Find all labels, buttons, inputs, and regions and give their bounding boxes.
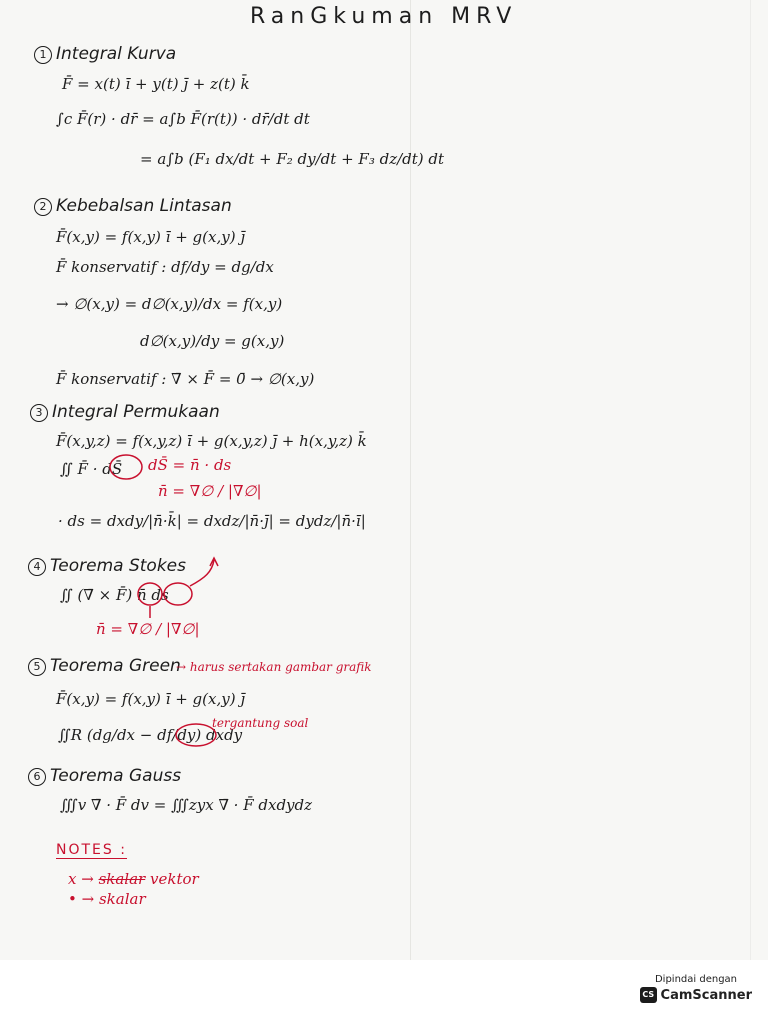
normal-vector-def: n̄ = ∇∅ / |∇∅|: [96, 620, 200, 638]
page-fold-line: [410, 0, 411, 960]
notes-item: • → skalar: [68, 890, 146, 908]
formula-line: ∬R (dg/dx − df/dy) dxdy: [58, 726, 243, 744]
notes-symbol: •: [68, 890, 77, 908]
formula-line: F̄(x,y) = f(x,y) ī + g(x,y) j̄: [56, 690, 245, 708]
cs-logo-icon: CS: [640, 987, 657, 1003]
scanner-watermark: [640, 974, 752, 1014]
ds-definition: dS̄ = n̄ · ds: [148, 456, 232, 474]
notes-text: skalar: [98, 890, 146, 908]
formula-line: = a∫b (F₁ dx/dt + F₂ dy/dt + F₃ dz/dt) dt: [140, 150, 445, 168]
formula-line: d∅(x,y)/dy = g(x,y): [140, 332, 285, 350]
formula-line: ∭v ∇̄ · F̄ dv = ∭zyx ∇̄ · F̄ dxdydz: [60, 796, 313, 814]
section-number: 1: [34, 46, 52, 64]
section-1-heading: [34, 44, 176, 64]
section-number: 4: [28, 558, 46, 576]
normal-vector-def: n̄ = ∇∅ / |∇∅|: [158, 482, 262, 500]
notes-heading: NOTES :: [56, 842, 127, 858]
page-title: RanGkuman MRV: [250, 4, 518, 29]
formula-line: F̄(x,y) = f(x,y) ī + g(x,y) j̄: [56, 228, 245, 246]
green-annotation: tergantung soal: [212, 716, 309, 730]
notes-text: vektor: [150, 870, 199, 888]
surface-integral: ∬ F̄ · dS̄: [60, 460, 123, 478]
green-note: → harus sertakan gambar grafik: [176, 660, 372, 674]
formula-line: ∫c F̄(r) · dr̄ = a∫b F̄(r(t)) · dr̄/dt dt: [56, 110, 310, 128]
section-4-heading: [28, 556, 186, 576]
scanner-brand-name: CamScanner: [660, 987, 752, 1003]
section-number: 5: [28, 658, 46, 676]
section-number: 2: [34, 198, 52, 216]
section-title: Integral Kurva: [56, 44, 177, 64]
formula-line: F̄ konservatif : ∇̄ × F̄ = 0̄ → ∅(x,y): [56, 370, 315, 388]
notes-item: x → skalar vektor: [68, 870, 199, 888]
section-6-heading: [28, 766, 181, 786]
page-edge-line: [750, 0, 751, 960]
section-title: Kebebalsan Lintasan: [56, 196, 232, 216]
section-title: Teorema Green: [50, 656, 181, 676]
section-3-heading: [30, 402, 220, 422]
formula-line: → ∅(x,y) = d∅(x,y)/dx = f(x,y): [56, 295, 283, 313]
section-title: Teorema Gauss: [50, 766, 182, 786]
section-title: Integral Permukaan: [52, 402, 220, 422]
formula-line: F̄ = x(t) ī + y(t) j̄ + z(t) k̄: [62, 75, 250, 93]
notes-symbol: x: [68, 870, 77, 888]
formula-line: F̄(x,y,z) = f(x,y,z) ī + g(x,y,z) j̄ + h(x,y,z) k̄: [56, 432, 367, 450]
scanner-caption: Dipindai dengan: [654, 974, 738, 985]
section-title: Teorema Stokes: [50, 556, 186, 576]
formula-line: · ds = dxdy/|n̄·k̄| = dxdz/|n̄·j̄| = dydz/|n̄·ī|: [58, 512, 366, 530]
scanner-brand: [640, 987, 752, 1003]
section-number: 6: [28, 768, 46, 786]
struck-word: skalar: [98, 870, 146, 888]
section-2-heading: [34, 196, 232, 216]
formula-line: F̄ konservatif : df/dy = dg/dx: [56, 258, 274, 276]
section-5-heading: [28, 656, 181, 676]
formula-line: [60, 460, 122, 478]
section-number: 3: [30, 404, 48, 422]
formula-line: ∬ (∇̄ × F̄) n̄ ds: [60, 586, 169, 604]
